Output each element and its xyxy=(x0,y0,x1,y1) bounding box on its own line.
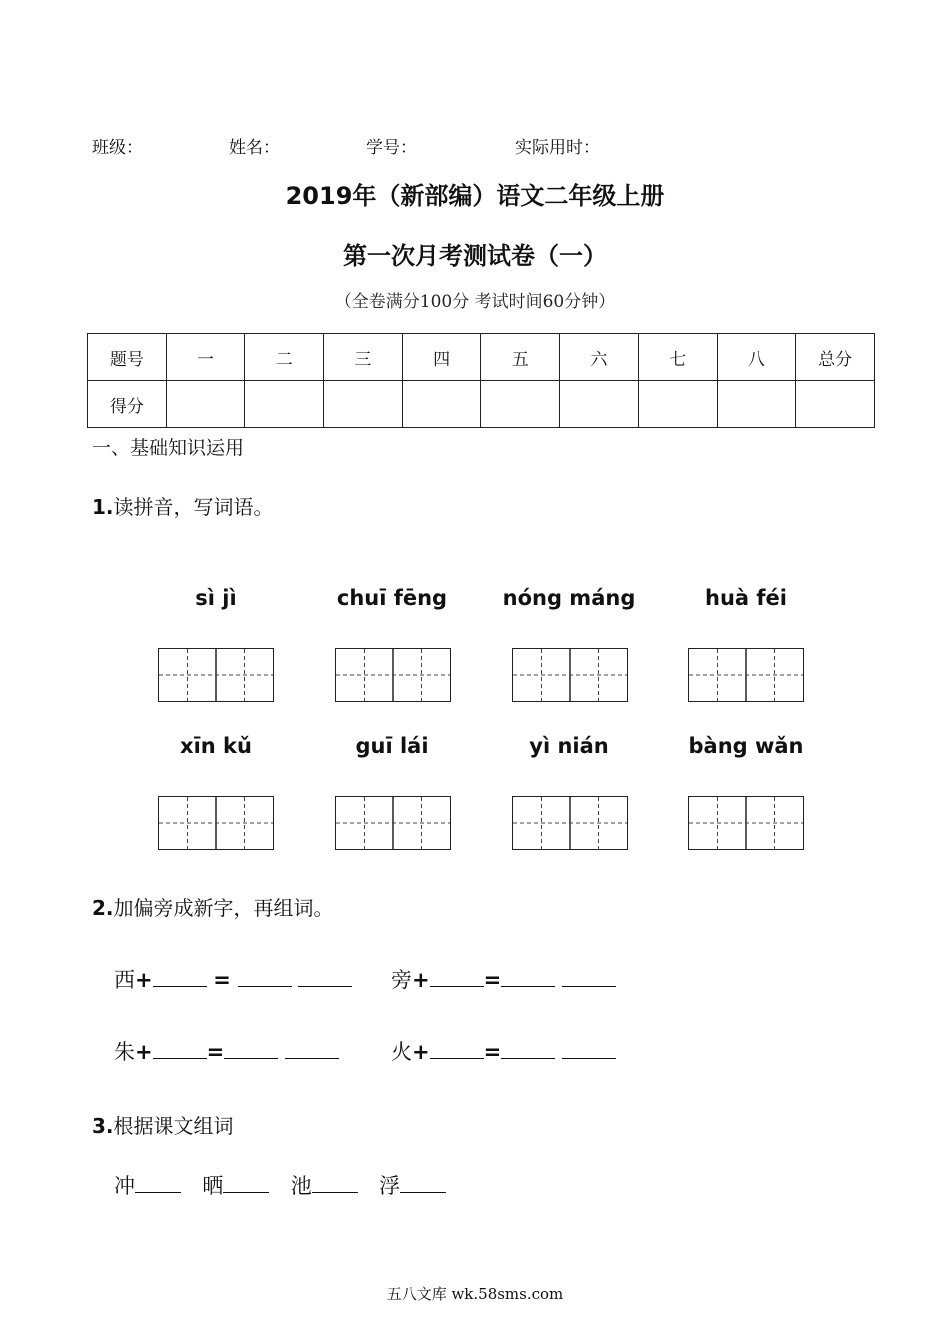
writing-grid[interactable] xyxy=(335,648,451,702)
answer-blank[interactable] xyxy=(153,985,207,987)
score-input-cell[interactable] xyxy=(560,381,639,428)
writing-grid[interactable] xyxy=(335,796,451,850)
score-table-cell: 六 xyxy=(560,334,639,381)
question-text: 加偏旁成新字，再组词。 xyxy=(113,896,334,920)
score-table-cell: 二 xyxy=(245,334,324,381)
page-title: 2019年（新部编）语文二年级上册 xyxy=(285,182,665,210)
pinyin-label: huà féi xyxy=(705,586,787,610)
equals-sign: = xyxy=(483,1040,502,1064)
score-input-cell[interactable] xyxy=(245,381,324,428)
writing-grid[interactable] xyxy=(688,796,804,850)
pinyin-label: nóng máng xyxy=(502,586,636,610)
base-char: 火 xyxy=(391,1040,412,1064)
writing-grid[interactable] xyxy=(158,648,274,702)
answer-blank[interactable] xyxy=(562,1057,616,1059)
score-input-cell[interactable] xyxy=(796,381,875,428)
footer-watermark: 五八文库 wk.58sms.com xyxy=(386,1285,564,1303)
answer-blank[interactable] xyxy=(400,1191,446,1193)
answer-blank[interactable] xyxy=(562,985,616,987)
plus-sign: + xyxy=(412,968,430,992)
equals-sign: = xyxy=(213,968,231,992)
pinyin-label: yì nián xyxy=(529,734,609,758)
section-heading: 一、基础知识运用 xyxy=(92,437,245,459)
base-char: 旁 xyxy=(391,968,412,992)
answer-blank[interactable] xyxy=(430,1057,484,1059)
radical-expression xyxy=(114,1036,339,1066)
equals-sign: = xyxy=(206,1040,225,1064)
score-table-header-row xyxy=(88,334,875,381)
score-input-cell[interactable] xyxy=(638,381,717,428)
question-number: 3. xyxy=(92,1114,114,1138)
writing-grid[interactable] xyxy=(512,796,628,850)
question-text: 读拼音，写词语。 xyxy=(113,495,274,519)
class-label: 班级： xyxy=(92,138,143,158)
score-table-cell: 总分 xyxy=(796,334,875,381)
answer-blank[interactable] xyxy=(224,1057,278,1059)
answer-blank[interactable] xyxy=(430,985,484,987)
score-table-cell: 三 xyxy=(324,334,403,381)
time-used-label: 实际用时： xyxy=(515,138,600,158)
score-input-cell[interactable] xyxy=(324,381,403,428)
exam-title: 第一次月考测试卷（一） xyxy=(343,242,607,270)
exam-subtitle: （全卷满分100分 考试时间60分钟） xyxy=(334,292,616,312)
writing-grid[interactable] xyxy=(158,796,274,850)
score-input-cell[interactable] xyxy=(717,381,796,428)
radical-expression xyxy=(391,1036,616,1066)
radical-expression xyxy=(391,964,616,994)
score-input-cell[interactable] xyxy=(481,381,560,428)
plus-sign: + xyxy=(135,1040,153,1064)
plus-sign: + xyxy=(412,1040,430,1064)
radical-expression xyxy=(114,964,352,994)
score-table-cell: 八 xyxy=(717,334,796,381)
base-char: 晒 xyxy=(202,1174,224,1198)
writing-grid[interactable] xyxy=(512,648,628,702)
score-input-cell[interactable] xyxy=(166,381,245,428)
writing-grid[interactable] xyxy=(688,648,804,702)
score-table-cell: 四 xyxy=(402,334,481,381)
base-char: 池 xyxy=(290,1174,312,1198)
score-input-cell[interactable] xyxy=(402,381,481,428)
pinyin-label: chuī fēng xyxy=(336,586,448,610)
answer-blank[interactable] xyxy=(312,1191,358,1193)
pinyin-label: sì jì xyxy=(195,586,237,610)
question-2-title xyxy=(92,892,334,921)
base-char: 朱 xyxy=(114,1040,135,1064)
equals-sign: = xyxy=(483,968,502,992)
word-formation-row xyxy=(114,1170,446,1200)
name-label: 姓名： xyxy=(229,138,280,158)
question-number: 2. xyxy=(92,896,114,920)
question-1-title xyxy=(92,491,274,520)
answer-blank[interactable] xyxy=(501,1057,555,1059)
answer-blank[interactable] xyxy=(285,1057,339,1059)
plus-sign: + xyxy=(135,968,153,992)
answer-blank[interactable] xyxy=(298,985,352,987)
base-char: 浮 xyxy=(379,1174,401,1198)
answer-blank[interactable] xyxy=(501,985,555,987)
answer-blank[interactable] xyxy=(153,1057,207,1059)
score-table-cell: 七 xyxy=(638,334,717,381)
score-table xyxy=(87,333,875,428)
score-table-cell: 五 xyxy=(481,334,560,381)
question-text: 根据课文组词 xyxy=(113,1114,234,1138)
question-number: 1. xyxy=(92,495,114,519)
score-table-score-row xyxy=(88,381,875,428)
base-char: 冲 xyxy=(114,1174,135,1198)
pinyin-label: guī lái xyxy=(355,734,429,758)
score-table-cell: 一 xyxy=(166,334,245,381)
pinyin-label: bàng wǎn xyxy=(688,734,804,758)
student-id-label: 学号： xyxy=(366,138,417,158)
answer-blank[interactable] xyxy=(223,1191,269,1193)
base-char: 西 xyxy=(114,968,135,992)
question-3-title xyxy=(92,1110,234,1139)
answer-blank[interactable] xyxy=(238,985,292,987)
score-table-cell: 题号 xyxy=(88,334,167,381)
answer-blank[interactable] xyxy=(135,1191,181,1193)
pinyin-label: xīn kǔ xyxy=(180,734,252,758)
score-row-label: 得分 xyxy=(88,381,167,428)
